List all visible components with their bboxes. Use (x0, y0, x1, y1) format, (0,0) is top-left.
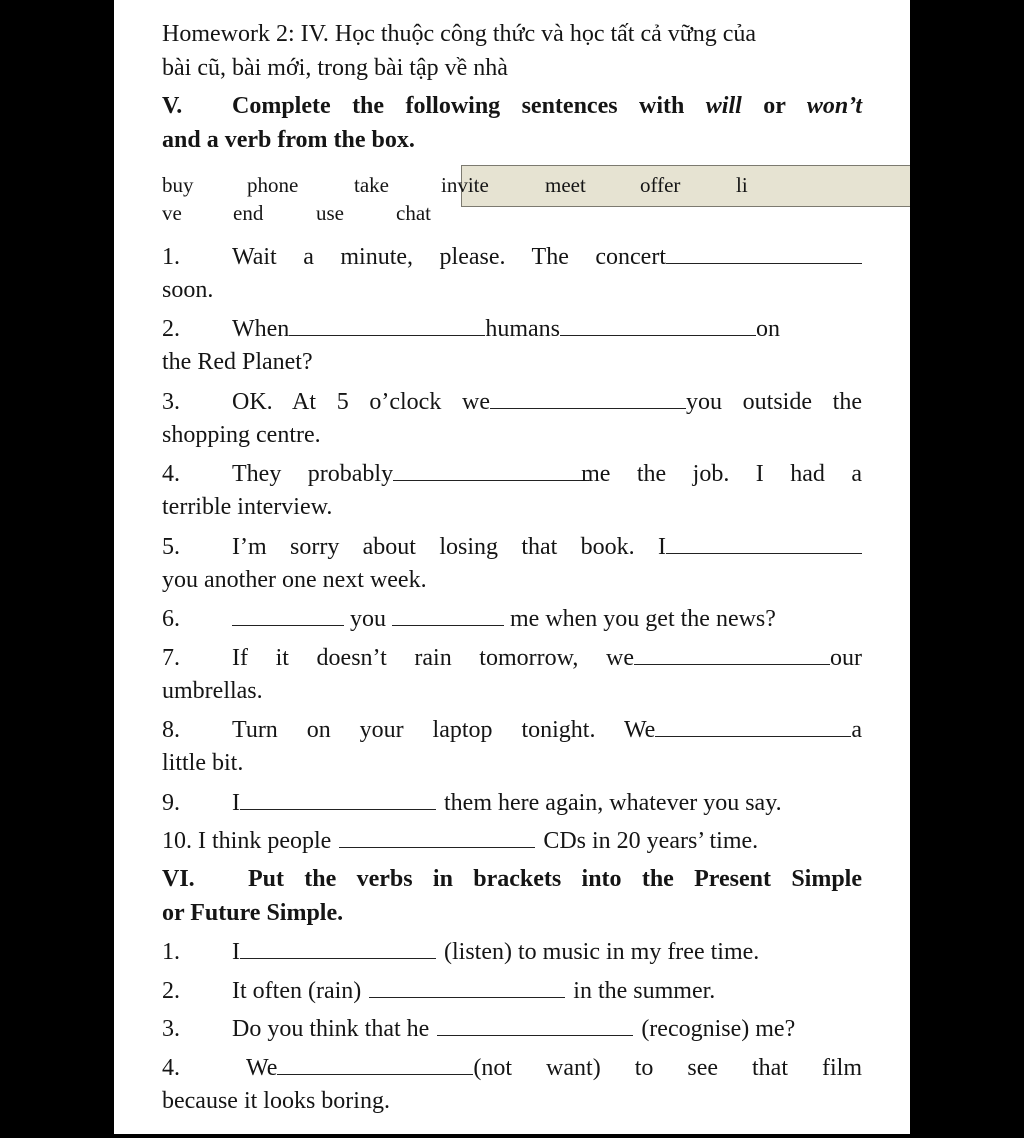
word-box-item: end (233, 201, 264, 225)
worksheet-page (114, 0, 910, 1134)
item-number: 1. (162, 939, 180, 965)
item-number: 3. (162, 389, 180, 415)
word-box-item: meet (545, 173, 586, 197)
item-text: you outside the (686, 389, 862, 415)
item-text: When (232, 316, 290, 342)
exercise-vi-item-1 (162, 934, 862, 969)
exercise-v-item-8 (162, 712, 862, 747)
item-text: in the summer. (573, 978, 716, 1004)
word-box-item: ve (162, 201, 182, 225)
item-number: 9. (162, 790, 180, 816)
item-number: 10. (162, 828, 192, 854)
exercise-v-item-2-cont: the Red Planet? (162, 349, 313, 375)
word-box-item: take (354, 173, 389, 197)
item-text: Turn on your laptop tonight. We (232, 717, 656, 743)
exercise-v-item-2 (162, 311, 862, 346)
item-text: OK. At 5 o’clock we (232, 389, 490, 415)
answer-blank[interactable] (339, 823, 535, 848)
exercise-v-item-5-cont: you another one next week. (162, 567, 427, 593)
homework-note-line-2: bài cũ, bài mới, trong bài tập về nhà (162, 55, 508, 81)
exercise-v-item-1 (162, 239, 862, 274)
item-number: 2. (162, 978, 180, 1004)
exercise-v-item-7-cont: umbrellas. (162, 678, 263, 704)
exercise-v-item-4-cont: terrible interview. (162, 494, 333, 520)
section-v-heading-text: Complete the following sentences with (232, 93, 706, 119)
item-text: CDs in 20 years’ time. (543, 828, 759, 854)
item-text: I’m sorry about losing that book. I (232, 534, 666, 560)
item-text: We (246, 1055, 278, 1081)
item-number: 1. (162, 244, 180, 270)
word-will: will (705, 93, 742, 119)
item-text: I (232, 939, 240, 965)
section-v-heading-line-1 (162, 89, 862, 123)
item-number: 2. (162, 316, 180, 342)
item-number: 3. (162, 1016, 180, 1042)
word-wont: won’t (806, 93, 863, 119)
item-number: 4. (162, 461, 180, 487)
answer-blank[interactable] (289, 311, 485, 336)
answer-blank[interactable] (437, 1011, 633, 1036)
item-text: a (851, 717, 862, 743)
word-box (461, 165, 910, 207)
item-text: (listen) to music in my free time. (444, 939, 760, 965)
item-text: humans (485, 316, 560, 342)
item-text: Do you think that he (232, 1016, 430, 1042)
answer-blank[interactable] (232, 601, 344, 626)
answer-blank[interactable] (369, 973, 565, 998)
item-text: Wait a minute, please. The concert (232, 244, 666, 270)
word-box-item: buy (162, 173, 194, 197)
section-vi-numeral: VI. (162, 866, 195, 892)
item-number: 6. (162, 606, 180, 632)
item-text: I (232, 790, 240, 816)
exercise-vi-item-2 (162, 973, 862, 1008)
exercise-v-item-9 (162, 785, 862, 820)
exercise-v-item-8-cont: little bit. (162, 750, 244, 776)
item-text: them here again, whatever you say. (444, 790, 782, 816)
word-box-item: invite (441, 173, 489, 197)
exercise-vi-item-4 (162, 1050, 862, 1085)
word-box-item: phone (247, 173, 299, 197)
word-or: or (741, 93, 807, 119)
answer-blank[interactable] (240, 934, 436, 959)
item-number: 8. (162, 717, 180, 743)
exercise-vi-item-3 (162, 1011, 862, 1046)
answer-blank[interactable] (634, 640, 830, 665)
item-text: (recognise) me? (641, 1016, 796, 1042)
exercise-v-item-3-cont: shopping centre. (162, 422, 321, 448)
item-text: me the job. I had a (581, 461, 863, 487)
exercise-vi-item-4-cont: because it looks boring. (162, 1088, 390, 1114)
word-box-item: use (316, 201, 344, 225)
exercise-v-item-7 (162, 640, 862, 675)
section-vi-heading-line-2: or Future Simple. (162, 900, 344, 926)
exercise-v-item-5 (162, 529, 862, 564)
item-number: 4. (162, 1055, 180, 1081)
item-text: me when you get the news? (510, 606, 776, 632)
answer-blank[interactable] (392, 601, 504, 626)
answer-blank[interactable] (655, 712, 851, 737)
answer-blank[interactable] (240, 785, 436, 810)
section-vi-heading-line-1 (162, 862, 862, 896)
item-text: It often (rain) (232, 978, 362, 1004)
item-number: 5. (162, 534, 180, 560)
item-text: (not want) to see that film (473, 1055, 862, 1081)
exercise-v-item-6 (162, 601, 862, 636)
answer-blank[interactable] (277, 1050, 473, 1075)
exercise-v-item-10 (162, 823, 862, 858)
word-box-item: li (736, 173, 748, 197)
item-number: 7. (162, 645, 180, 671)
item-text: I think people (192, 828, 332, 854)
section-v-heading-line-2: and a verb from the box. (162, 127, 415, 153)
item-text: on (755, 316, 780, 342)
item-text: you (350, 606, 386, 632)
answer-blank[interactable] (393, 456, 589, 481)
item-text: They probably (232, 461, 394, 487)
answer-blank[interactable] (666, 529, 862, 554)
answer-blank[interactable] (666, 239, 862, 264)
exercise-v-item-3 (162, 384, 862, 419)
answer-blank[interactable] (490, 384, 686, 409)
exercise-v-item-1-cont: soon. (162, 277, 214, 303)
exercise-v-item-4 (162, 456, 862, 491)
section-v-numeral: V. (162, 93, 183, 119)
word-box-item: offer (640, 173, 681, 197)
homework-note-line-1: Homework 2: IV. Học thuộc công thức và học tất cả vững của (162, 21, 757, 47)
item-text: our (830, 645, 862, 671)
answer-blank[interactable] (560, 311, 756, 336)
word-box-item: chat (396, 201, 431, 225)
section-vi-heading-text: Put the verbs in brackets into the Present Simple (248, 866, 862, 892)
item-text: If it doesn’t rain tomorrow, we (232, 645, 634, 671)
